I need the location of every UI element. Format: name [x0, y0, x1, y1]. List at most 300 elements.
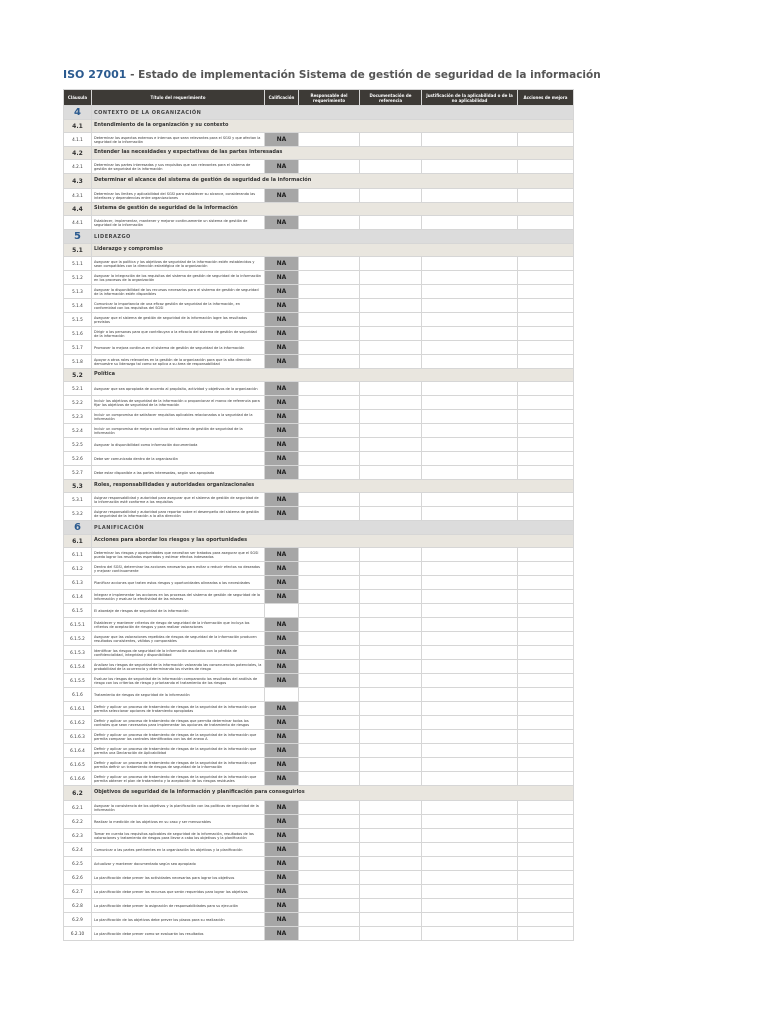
- requirement-text: Definir y aplicar un proceso de tratamiento de riesgos de la seguridad de la información que permita seleccionar opciones de tratamiento apropiadas: [92, 702, 265, 716]
- documentacion-cell[interactable]: [360, 857, 422, 871]
- acciones-cell[interactable]: [518, 857, 574, 871]
- calificacion-cell[interactable]: NA: [265, 299, 299, 313]
- responsable-cell[interactable]: [299, 632, 360, 646]
- responsable-cell[interactable]: [299, 604, 360, 618]
- documentacion-cell[interactable]: [360, 688, 422, 702]
- requirement-text: Definir y aplicar un proceso de tratamiento de riesgos de la seguridad de la información que permita una Declaración de Aplicabilidad: [92, 744, 265, 758]
- justificacion-cell[interactable]: [422, 341, 518, 355]
- justificacion-cell[interactable]: [422, 646, 518, 660]
- requirement-row: [64, 313, 574, 327]
- calificacion-cell[interactable]: NA: [265, 646, 299, 660]
- responsable-cell[interactable]: [299, 744, 360, 758]
- acciones-cell[interactable]: [518, 660, 574, 674]
- acciones-cell[interactable]: [518, 271, 574, 285]
- responsable-cell[interactable]: [299, 758, 360, 772]
- responsable-cell[interactable]: [299, 313, 360, 327]
- requirement-text: Analizar los riesgos de seguridad de la información valorando las consecuencias potenciales, la probabilidad de la ocurrencia y determinando los niveles de riesgo: [92, 660, 265, 674]
- documentacion-cell[interactable]: [360, 604, 422, 618]
- documentacion-cell[interactable]: [360, 507, 422, 521]
- justificacion-cell[interactable]: [422, 562, 518, 576]
- justificacion-cell[interactable]: [422, 772, 518, 786]
- responsable-cell[interactable]: [299, 829, 360, 843]
- documentacion-cell[interactable]: [360, 313, 422, 327]
- acciones-cell[interactable]: [518, 424, 574, 438]
- justificacion-cell[interactable]: [422, 507, 518, 521]
- requirement-number: 5.1.2: [64, 271, 92, 285]
- requirement-text: Integrar e implementar las acciones en los procesos del sistema de gestión de seguridad de la información y evaluar la efectividad de las mismas: [92, 590, 265, 604]
- requirement-text: Determinar los riesgos y oportunidades que necesitan ser tratados para asegurar que el SGSI pueda lograr los resultados esperados y estimar efectos indeseados: [92, 548, 265, 562]
- calificacion-cell[interactable]: NA: [265, 189, 299, 203]
- documentacion-cell[interactable]: [360, 341, 422, 355]
- requirement-text: Comunicar a las partes pertinentes en la organización los objetivos y la planificación: [92, 843, 265, 857]
- requirement-row: [64, 548, 574, 562]
- justificacion-cell[interactable]: [422, 133, 518, 147]
- requirement-number: 6.2.5: [64, 857, 92, 871]
- responsable-cell[interactable]: [299, 815, 360, 829]
- documentacion-cell[interactable]: [360, 590, 422, 604]
- justificacion-cell[interactable]: [422, 382, 518, 396]
- acciones-cell[interactable]: [518, 341, 574, 355]
- justificacion-cell[interactable]: [422, 688, 518, 702]
- section-row: [64, 521, 574, 535]
- responsable-cell[interactable]: [299, 299, 360, 313]
- requirement-number: 6.2.9: [64, 913, 92, 927]
- justificacion-cell[interactable]: [422, 396, 518, 410]
- subsection-row: [64, 786, 574, 801]
- responsable-cell[interactable]: [299, 590, 360, 604]
- acciones-cell[interactable]: [518, 299, 574, 313]
- acciones-cell[interactable]: [518, 562, 574, 576]
- calificacion-cell[interactable]: [265, 688, 299, 702]
- responsable-cell[interactable]: [299, 646, 360, 660]
- requirement-row: [64, 341, 574, 355]
- documentacion-cell[interactable]: [360, 885, 422, 899]
- acciones-cell[interactable]: [518, 632, 574, 646]
- calificacion-cell[interactable]: NA: [265, 927, 299, 941]
- calificacion-cell[interactable]: NA: [265, 424, 299, 438]
- acciones-cell[interactable]: [518, 885, 574, 899]
- justificacion-cell[interactable]: [422, 271, 518, 285]
- calificacion-cell[interactable]: NA: [265, 758, 299, 772]
- documentacion-cell[interactable]: [360, 424, 422, 438]
- calificacion-cell[interactable]: NA: [265, 716, 299, 730]
- responsable-cell[interactable]: [299, 562, 360, 576]
- justificacion-cell[interactable]: [422, 438, 518, 452]
- justificacion-cell[interactable]: [422, 730, 518, 744]
- requirement-text: Asegurar que la política y los objetivos de seguridad de la información estén establecidos y sean compatibles con la dirección estratégica de la organización: [92, 257, 265, 271]
- acciones-cell[interactable]: [518, 801, 574, 815]
- acciones-cell[interactable]: [518, 382, 574, 396]
- responsable-cell[interactable]: [299, 133, 360, 147]
- responsable-cell[interactable]: [299, 772, 360, 786]
- requirement-text: La planificación debe prever los recursos que serán requeridos para lograr los objetivos: [92, 885, 265, 899]
- requirement-row: [64, 660, 574, 674]
- documentacion-cell[interactable]: [360, 632, 422, 646]
- acciones-cell[interactable]: [518, 899, 574, 913]
- justificacion-cell[interactable]: [422, 660, 518, 674]
- justificacion-cell[interactable]: [422, 576, 518, 590]
- justificacion-cell[interactable]: [422, 913, 518, 927]
- calificacion-cell[interactable]: NA: [265, 257, 299, 271]
- calificacion-cell[interactable]: NA: [265, 160, 299, 174]
- responsable-cell[interactable]: [299, 871, 360, 885]
- documentacion-cell[interactable]: [360, 702, 422, 716]
- responsable-cell[interactable]: [299, 688, 360, 702]
- calificacion-cell[interactable]: NA: [265, 133, 299, 147]
- subsection-row: [64, 244, 574, 257]
- acciones-cell[interactable]: [518, 646, 574, 660]
- calificacion-cell[interactable]: NA: [265, 382, 299, 396]
- documentacion-cell[interactable]: [360, 801, 422, 815]
- justificacion-cell[interactable]: [422, 548, 518, 562]
- responsable-cell[interactable]: [299, 730, 360, 744]
- justificacion-cell[interactable]: [422, 216, 518, 230]
- subsection-row: [64, 147, 574, 160]
- acciones-cell[interactable]: [518, 843, 574, 857]
- justificacion-cell[interactable]: [422, 313, 518, 327]
- documentacion-cell[interactable]: [360, 438, 422, 452]
- acciones-cell[interactable]: [518, 396, 574, 410]
- acciones-cell[interactable]: [518, 576, 574, 590]
- acciones-cell[interactable]: [518, 438, 574, 452]
- acciones-cell[interactable]: [518, 410, 574, 424]
- documentacion-cell[interactable]: [360, 772, 422, 786]
- documentacion-cell[interactable]: [360, 843, 422, 857]
- requirement-number: 6.1.6.6: [64, 772, 92, 786]
- justificacion-cell[interactable]: [422, 758, 518, 772]
- requirement-number: 6.1.5.5: [64, 674, 92, 688]
- documentacion-cell[interactable]: [360, 257, 422, 271]
- justificacion-cell[interactable]: [422, 299, 518, 313]
- responsable-cell[interactable]: [299, 857, 360, 871]
- acciones-cell[interactable]: [518, 189, 574, 203]
- documentacion-cell[interactable]: [360, 646, 422, 660]
- responsable-cell[interactable]: [299, 660, 360, 674]
- responsable-cell[interactable]: [299, 382, 360, 396]
- requirement-row: [64, 688, 574, 702]
- responsable-cell[interactable]: [299, 618, 360, 632]
- documentacion-cell[interactable]: [360, 327, 422, 341]
- documentacion-cell[interactable]: [360, 562, 422, 576]
- responsable-cell[interactable]: [299, 507, 360, 521]
- justificacion-cell[interactable]: [422, 744, 518, 758]
- documentacion-cell[interactable]: [360, 815, 422, 829]
- documentacion-cell[interactable]: [360, 396, 422, 410]
- calificacion-cell[interactable]: NA: [265, 313, 299, 327]
- requirement-row: [64, 133, 574, 147]
- acciones-cell[interactable]: [518, 452, 574, 466]
- responsable-cell[interactable]: [299, 327, 360, 341]
- calificacion-cell[interactable]: [265, 604, 299, 618]
- responsable-cell[interactable]: [299, 702, 360, 716]
- calificacion-cell[interactable]: NA: [265, 674, 299, 688]
- documentacion-cell[interactable]: [360, 452, 422, 466]
- responsable-cell[interactable]: [299, 285, 360, 299]
- calificacion-cell[interactable]: NA: [265, 216, 299, 230]
- requirement-row: [64, 396, 574, 410]
- requirement-number: 6.1.6.2: [64, 716, 92, 730]
- calificacion-cell[interactable]: NA: [265, 913, 299, 927]
- acciones-cell[interactable]: [518, 674, 574, 688]
- subsection-title: Sistema de gestión de seguridad de la información: [92, 203, 574, 216]
- responsable-cell[interactable]: [299, 843, 360, 857]
- calificacion-cell[interactable]: NA: [265, 618, 299, 632]
- calificacion-cell[interactable]: NA: [265, 801, 299, 815]
- justificacion-cell[interactable]: [422, 590, 518, 604]
- acciones-cell[interactable]: [518, 133, 574, 147]
- responsable-cell[interactable]: [299, 160, 360, 174]
- calificacion-cell[interactable]: NA: [265, 829, 299, 843]
- documentacion-cell[interactable]: [360, 744, 422, 758]
- calificacion-cell[interactable]: NA: [265, 815, 299, 829]
- documentacion-cell[interactable]: [360, 548, 422, 562]
- requirement-number: 6.1.4: [64, 590, 92, 604]
- justificacion-cell[interactable]: [422, 257, 518, 271]
- acciones-cell[interactable]: [518, 744, 574, 758]
- responsable-cell[interactable]: [299, 716, 360, 730]
- justificacion-cell[interactable]: [422, 885, 518, 899]
- requirement-row: [64, 438, 574, 452]
- calificacion-cell[interactable]: NA: [265, 744, 299, 758]
- responsable-cell[interactable]: [299, 927, 360, 941]
- acciones-cell[interactable]: [518, 871, 574, 885]
- documentacion-cell[interactable]: [360, 410, 422, 424]
- requirement-text: Determinar las partes interesadas y sus requisitos que son relevantes para el sistema de gestión de seguridad de la información: [92, 160, 265, 174]
- calificacion-cell[interactable]: NA: [265, 396, 299, 410]
- requirement-number: 4.1.1: [64, 133, 92, 147]
- section-title: CONTEXTO DE LA ORGANIZACIÓN: [92, 106, 574, 120]
- documentacion-cell[interactable]: [360, 382, 422, 396]
- requirement-number: 6.1.5.3: [64, 646, 92, 660]
- documentacion-cell[interactable]: [360, 674, 422, 688]
- justificacion-cell[interactable]: [422, 702, 518, 716]
- responsable-cell[interactable]: [299, 452, 360, 466]
- acciones-cell[interactable]: [518, 927, 574, 941]
- justificacion-cell[interactable]: [422, 857, 518, 871]
- requirement-text: Asegurar la consistencia de los objetivos y la planificación con las políticas de seguridad de la información: [92, 801, 265, 815]
- acciones-cell[interactable]: [518, 313, 574, 327]
- justificacion-cell[interactable]: [422, 871, 518, 885]
- documentacion-cell[interactable]: [360, 576, 422, 590]
- responsable-cell[interactable]: [299, 493, 360, 507]
- documentacion-cell[interactable]: [360, 871, 422, 885]
- responsable-cell[interactable]: [299, 885, 360, 899]
- acciones-cell[interactable]: [518, 604, 574, 618]
- requirement-row: [64, 829, 574, 843]
- documentacion-cell[interactable]: [360, 271, 422, 285]
- requirement-row: [64, 646, 574, 660]
- calificacion-cell[interactable]: NA: [265, 660, 299, 674]
- documentacion-cell[interactable]: [360, 285, 422, 299]
- responsable-cell[interactable]: [299, 466, 360, 480]
- requirement-text: Promover la mejora continua en el sistema de gestión de seguridad de la información: [92, 341, 265, 355]
- justificacion-cell[interactable]: [422, 843, 518, 857]
- documentacion-cell[interactable]: [360, 133, 422, 147]
- justificacion-cell[interactable]: [422, 674, 518, 688]
- calificacion-cell[interactable]: NA: [265, 730, 299, 744]
- calificacion-cell[interactable]: NA: [265, 772, 299, 786]
- responsable-cell[interactable]: [299, 424, 360, 438]
- acciones-cell[interactable]: [518, 548, 574, 562]
- calificacion-cell[interactable]: NA: [265, 562, 299, 576]
- requirement-row: [64, 216, 574, 230]
- requirement-row: [64, 604, 574, 618]
- responsable-cell[interactable]: [299, 548, 360, 562]
- documentacion-cell[interactable]: [360, 216, 422, 230]
- justificacion-cell[interactable]: [422, 829, 518, 843]
- justificacion-cell[interactable]: [422, 424, 518, 438]
- calificacion-cell[interactable]: NA: [265, 632, 299, 646]
- justificacion-cell[interactable]: [422, 632, 518, 646]
- responsable-cell[interactable]: [299, 271, 360, 285]
- calificacion-cell[interactable]: NA: [265, 885, 299, 899]
- justificacion-cell[interactable]: [422, 927, 518, 941]
- responsable-cell[interactable]: [299, 410, 360, 424]
- responsable-cell[interactable]: [299, 438, 360, 452]
- justificacion-cell[interactable]: [422, 355, 518, 369]
- calificacion-cell[interactable]: NA: [265, 857, 299, 871]
- acciones-cell[interactable]: [518, 730, 574, 744]
- calificacion-cell[interactable]: NA: [265, 548, 299, 562]
- requirements-table: [63, 89, 574, 941]
- requirement-number: 5.2.1: [64, 382, 92, 396]
- acciones-cell[interactable]: [518, 590, 574, 604]
- documentacion-cell[interactable]: [360, 927, 422, 941]
- responsable-cell[interactable]: [299, 396, 360, 410]
- calificacion-cell[interactable]: NA: [265, 576, 299, 590]
- justificacion-cell[interactable]: [422, 604, 518, 618]
- justificacion-cell[interactable]: [422, 466, 518, 480]
- requirement-row: [64, 843, 574, 857]
- responsable-cell[interactable]: [299, 674, 360, 688]
- requirement-row: [64, 299, 574, 313]
- acciones-cell[interactable]: [518, 758, 574, 772]
- acciones-cell[interactable]: [518, 829, 574, 843]
- calificacion-cell[interactable]: NA: [265, 452, 299, 466]
- calificacion-cell[interactable]: NA: [265, 507, 299, 521]
- requirement-text: Establecer y mantener criterios de riesgo de seguridad de la información que incluya los criterios de aceptación de riesgos y para realizar valoraciones: [92, 618, 265, 632]
- responsable-cell[interactable]: [299, 189, 360, 203]
- documentacion-cell[interactable]: [360, 913, 422, 927]
- requirement-row: [64, 285, 574, 299]
- responsable-cell[interactable]: [299, 216, 360, 230]
- acciones-cell[interactable]: [518, 355, 574, 369]
- requirement-row: [64, 452, 574, 466]
- calificacion-cell[interactable]: NA: [265, 843, 299, 857]
- calificacion-cell[interactable]: NA: [265, 410, 299, 424]
- acciones-cell[interactable]: [518, 815, 574, 829]
- header-titulo: Título del requerimiento: [92, 90, 265, 106]
- justificacion-cell[interactable]: [422, 801, 518, 815]
- acciones-cell[interactable]: [518, 618, 574, 632]
- documentacion-cell[interactable]: [360, 299, 422, 313]
- acciones-cell[interactable]: [518, 257, 574, 271]
- calificacion-cell[interactable]: NA: [265, 466, 299, 480]
- responsable-cell[interactable]: [299, 341, 360, 355]
- acciones-cell[interactable]: [518, 216, 574, 230]
- calificacion-cell[interactable]: NA: [265, 702, 299, 716]
- requirement-text: La planificación de los objetivos debe prever los plazos para su realización: [92, 913, 265, 927]
- requirement-row: [64, 355, 574, 369]
- requirement-number: 5.1.6: [64, 327, 92, 341]
- justificacion-cell[interactable]: [422, 899, 518, 913]
- acciones-cell[interactable]: [518, 160, 574, 174]
- responsable-cell[interactable]: [299, 801, 360, 815]
- responsable-cell[interactable]: [299, 257, 360, 271]
- justificacion-cell[interactable]: [422, 327, 518, 341]
- calificacion-cell[interactable]: NA: [265, 899, 299, 913]
- documentacion-cell[interactable]: [360, 160, 422, 174]
- acciones-cell[interactable]: [518, 327, 574, 341]
- acciones-cell[interactable]: [518, 493, 574, 507]
- responsable-cell[interactable]: [299, 899, 360, 913]
- justificacion-cell[interactable]: [422, 493, 518, 507]
- requirement-number: 6.2.3: [64, 829, 92, 843]
- calificacion-cell[interactable]: NA: [265, 341, 299, 355]
- responsable-cell[interactable]: [299, 355, 360, 369]
- subsection-title: Determinar el alcance del sistema de gestión de seguridad de la información: [92, 174, 574, 189]
- documentacion-cell[interactable]: [360, 466, 422, 480]
- responsable-cell[interactable]: [299, 576, 360, 590]
- requirement-number: 5.1.7: [64, 341, 92, 355]
- justificacion-cell[interactable]: [422, 410, 518, 424]
- requirement-number: 5.1.5: [64, 313, 92, 327]
- justificacion-cell[interactable]: [422, 285, 518, 299]
- justificacion-cell[interactable]: [422, 618, 518, 632]
- responsable-cell[interactable]: [299, 913, 360, 927]
- acciones-cell[interactable]: [518, 688, 574, 702]
- justificacion-cell[interactable]: [422, 160, 518, 174]
- acciones-cell[interactable]: [518, 716, 574, 730]
- requirement-number: 5.2.5: [64, 438, 92, 452]
- acciones-cell[interactable]: [518, 466, 574, 480]
- documentacion-cell[interactable]: [360, 899, 422, 913]
- subsection-row: [64, 174, 574, 189]
- justificacion-cell[interactable]: [422, 815, 518, 829]
- calificacion-cell[interactable]: NA: [265, 438, 299, 452]
- documentacion-cell[interactable]: [360, 660, 422, 674]
- documentacion-cell[interactable]: [360, 829, 422, 843]
- documentacion-cell[interactable]: [360, 618, 422, 632]
- acciones-cell[interactable]: [518, 913, 574, 927]
- subsection-row: [64, 203, 574, 216]
- documentacion-cell[interactable]: [360, 716, 422, 730]
- calificacion-cell[interactable]: NA: [265, 355, 299, 369]
- documentacion-cell[interactable]: [360, 758, 422, 772]
- subsection-title: Objetivos de seguridad de la información y planificación para conseguirlos: [92, 786, 574, 801]
- calificacion-cell[interactable]: NA: [265, 327, 299, 341]
- acciones-cell[interactable]: [518, 702, 574, 716]
- acciones-cell[interactable]: [518, 772, 574, 786]
- header-responsable: Responsable del requerimiento: [299, 90, 360, 106]
- documentacion-cell[interactable]: [360, 189, 422, 203]
- acciones-cell[interactable]: [518, 285, 574, 299]
- justificacion-cell[interactable]: [422, 452, 518, 466]
- justificacion-cell[interactable]: [422, 716, 518, 730]
- requirement-number: 5.2.2: [64, 396, 92, 410]
- calificacion-cell[interactable]: NA: [265, 493, 299, 507]
- acciones-cell[interactable]: [518, 507, 574, 521]
- documentacion-cell[interactable]: [360, 493, 422, 507]
- documentacion-cell[interactable]: [360, 730, 422, 744]
- calificacion-cell[interactable]: NA: [265, 285, 299, 299]
- calificacion-cell[interactable]: NA: [265, 271, 299, 285]
- calificacion-cell[interactable]: NA: [265, 871, 299, 885]
- calificacion-cell[interactable]: NA: [265, 590, 299, 604]
- documentacion-cell[interactable]: [360, 355, 422, 369]
- justificacion-cell[interactable]: [422, 189, 518, 203]
- subsection-number: 6.1: [64, 535, 92, 548]
